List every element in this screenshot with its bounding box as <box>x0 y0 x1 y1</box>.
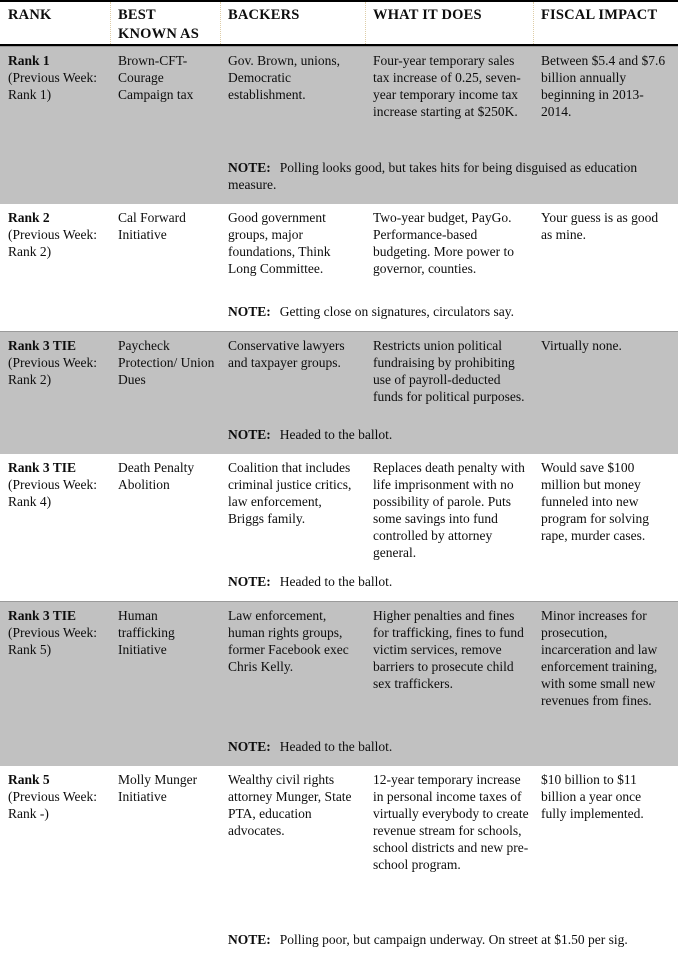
note-text: Polling poor, but campaign underway. On street at $1.50 per sig. <box>279 931 628 947</box>
previous-week-label: (Previous Week: Rank 1) <box>8 69 98 102</box>
rank-cell <box>8 454 118 561</box>
previous-week-label: (Previous Week: Rank 2) <box>8 354 98 387</box>
best-known-as-cell: Paycheck Protection/ Union Dues <box>118 337 215 387</box>
table-row <box>0 46 678 204</box>
what-it-does-cell: Replaces death penalty with life imprisonment with no possibility of parole. Puts some savings into fund controlled by attorney general. <box>373 459 525 560</box>
column-header-backers: BACKERS <box>220 2 373 44</box>
note-label: NOTE: <box>228 303 271 319</box>
note-label: NOTE: <box>228 159 271 175</box>
backers-cell: Gov. Brown, unions, Democratic establishment. <box>228 52 341 102</box>
what-it-does-cell: Four-year temporary sales tax increase of 0.25, seven-year temporary income tax increase starting at $250K. <box>373 52 521 119</box>
column-header-rank: RANK <box>8 7 52 23</box>
note-text: Headed to the ballot. <box>279 573 393 589</box>
previous-week-label: (Previous Week: Rank 5) <box>8 624 98 657</box>
backers-cell: Conservative lawyers and taxpayer groups. <box>228 337 345 370</box>
note-label: NOTE: <box>228 931 271 947</box>
fiscal-impact-cell: Between $5.4 and $7.6 billion annually beginning in 2013-2014. <box>541 52 666 119</box>
table-row <box>0 766 678 958</box>
note-text: Headed to the ballot. <box>279 426 393 442</box>
note-text: Getting close on signatures, circulators say. <box>279 303 514 319</box>
previous-week-label: (Previous Week: Rank 2) <box>8 226 98 259</box>
column-header-best-known-as: BEST KNOWN AS <box>110 2 228 44</box>
fiscal-impact-cell: Your guess is as good as mine. <box>541 209 659 242</box>
note-text: Headed to the ballot. <box>279 738 393 754</box>
rank-cell <box>8 204 118 277</box>
column-header-fiscal-impact: FISCAL IMPACT <box>533 2 678 44</box>
best-known-as-cell: Brown-CFT-Courage Campaign tax <box>118 52 194 102</box>
table-row <box>0 601 678 766</box>
rank-cell <box>8 602 118 709</box>
backers-cell: Good government groups, major foundations, Think Long Committee. <box>228 209 331 276</box>
fiscal-impact-cell: Would save $100 million but money funneled into new program for solving rape, murder cases. <box>541 459 649 543</box>
what-it-does-cell: 12-year temporary increase in personal income taxes of virtually everybody to create revenue stream for schools, school districts and new pre-school program. <box>373 771 529 872</box>
row-note <box>228 573 678 590</box>
backers-cell: Wealthy civil rights attorney Munger, State PTA, education advocates. <box>228 771 352 838</box>
fiscal-impact-cell: $10 billion to $11 billion a year once fully implemented. <box>541 771 644 821</box>
rank-label: Rank 3 TIE <box>8 459 77 475</box>
row-note <box>228 303 678 320</box>
rank-label: Rank 3 TIE <box>8 337 77 353</box>
backers-cell: Coalition that includes criminal justice critics, law enforcement, Briggs family. <box>228 459 352 526</box>
note-label: NOTE: <box>228 573 271 589</box>
rank-cell <box>8 766 118 873</box>
rank-label: Rank 3 TIE <box>8 607 77 623</box>
what-it-does-cell: Higher penalties and fines for trafficking, fines to fund victim services, remove barriers to prosecute child sex traffickers. <box>373 607 524 691</box>
what-it-does-cell: Two-year budget, PayGo. Performance-based budgeting. More power to governor, counties. <box>373 209 514 276</box>
note-text: Polling looks good, but takes hits for being disguised as education measure. <box>228 159 638 192</box>
best-known-as-cell: Human trafficking Initiative <box>118 607 175 657</box>
rank-label: Rank 1 <box>8 52 50 68</box>
row-note <box>228 159 678 193</box>
note-label: NOTE: <box>228 426 271 442</box>
rank-cell <box>8 332 118 405</box>
table-row <box>0 331 678 454</box>
rank-label: Rank 5 <box>8 771 50 787</box>
best-known-as-cell: Death Penalty Abolition <box>118 459 195 492</box>
rank-cell <box>8 47 118 120</box>
backers-cell: Law enforcement, human rights groups, former Facebook exec Chris Kelly. <box>228 607 349 674</box>
fiscal-impact-cell: Minor increases for prosecution, incarceration and law enforcement training, with some small new revenues from fines. <box>541 607 658 708</box>
table-row <box>0 204 678 331</box>
row-note <box>228 931 678 948</box>
best-known-as-cell: Cal Forward Initiative <box>118 209 186 242</box>
row-note <box>228 738 678 755</box>
previous-week-label: (Previous Week: Rank -) <box>8 788 98 821</box>
row-note <box>228 426 678 443</box>
previous-week-label: (Previous Week: Rank 4) <box>8 476 98 509</box>
table-row <box>0 454 678 601</box>
rank-label: Rank 2 <box>8 209 50 225</box>
fiscal-impact-cell: Virtually none. <box>541 337 622 353</box>
what-it-does-cell: Restricts union political fundraising by prohibiting use of payroll-deducted funds for political purposes. <box>373 337 525 404</box>
table-header-row <box>0 2 678 46</box>
best-known-as-cell: Molly Munger Initiative <box>118 771 198 804</box>
note-label: NOTE: <box>228 738 271 754</box>
column-header-what-it-does: WHAT IT DOES <box>365 2 541 44</box>
